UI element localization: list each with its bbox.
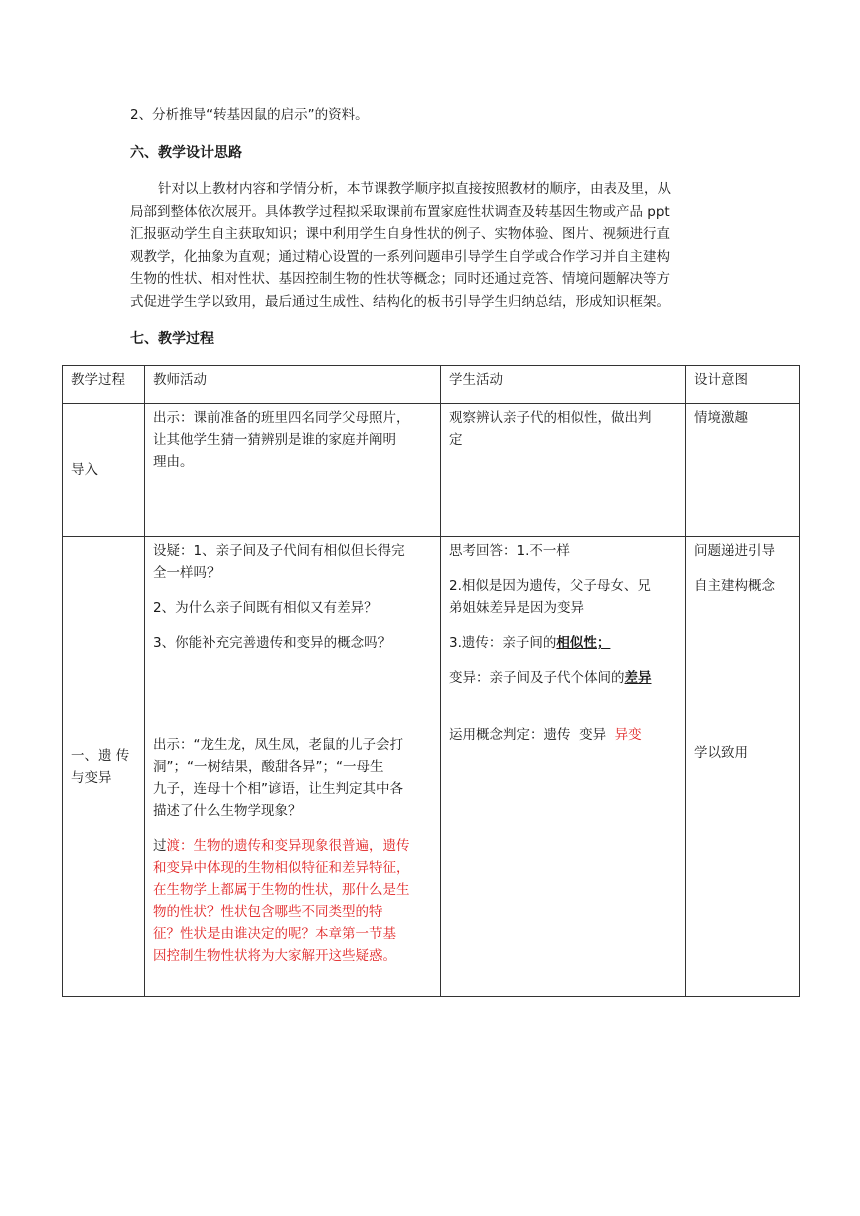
text-line: 2.相似是因为遗传，父子母女、兄 — [449, 578, 651, 594]
header-cell: 教师活动 — [145, 366, 441, 404]
stage-cell: 导入 — [63, 404, 145, 537]
student-cell — [441, 404, 686, 537]
teaching-process-table — [62, 365, 800, 997]
paragraph-line: 式促进学生学以致用，最后通过生成性、结构化的板书引导学生归纳总结，形成知识框架。 — [130, 293, 670, 310]
key-term: 相似性； — [556, 635, 611, 651]
header-cell: 设计意图 — [686, 366, 800, 404]
text-line: 弟姐妹差异是因为变异 — [449, 600, 584, 616]
header-cell: 学生活动 — [441, 366, 686, 404]
text-line: 定 — [449, 432, 463, 448]
text-line: 让其他学生猜一猜辨别是谁的家庭并阐明 — [153, 432, 396, 448]
text-line: 洞”；“一树结果，酸甜各异”；“一母生 — [153, 759, 384, 775]
text-line: 学以致用 — [694, 745, 748, 761]
text-line: 一、遗 传 — [71, 747, 130, 764]
text-fragment: 运用概念判定：遗传 变异 — [449, 727, 615, 743]
text-line: 出示：课前准备的班里四名同学父母照片， — [153, 410, 410, 426]
text-line: 和变异中体现的生物相似特征和差异特征， — [153, 860, 410, 876]
text-fragment: 3.遗传：亲子间的 — [449, 635, 557, 651]
paragraph-line: 局部到整体依次展开。具体教学过程拟采取课前布置家庭性状调查及转基因生物或产品 ppt — [130, 203, 670, 220]
text-line: 描述了什么生物学现象？ — [153, 803, 302, 819]
paragraph-line: 汇报驱动学生自主获取知识；课中利用学生自身性状的例子、实物体验、图片、视频进行直 — [130, 226, 670, 242]
transition-text — [153, 835, 432, 857]
key-term: 差异 — [624, 670, 652, 686]
answer-line — [449, 667, 677, 689]
paragraph-line: 观教学，化抽象为直观；通过精心设置的一系列问题串引导学生自学或合作学习并自主建构 — [130, 248, 670, 265]
table-header-row — [63, 366, 800, 404]
text-line: 思考回答：1.不一样 — [449, 543, 570, 559]
paragraph-line: 针对以上教材内容和学情分析，本节课教学顺序拟直接按照教材的顺序，由表及里，从 — [158, 181, 671, 197]
text-line: 自主建构概念 — [694, 578, 775, 594]
answer-line — [449, 724, 677, 746]
text-line: 与变异 — [71, 769, 112, 786]
text-line: 因控制生物性状将为大家解开这些疑惑。 — [153, 948, 396, 964]
text-line: 3、你能补充完善遗传和变异的概念吗？ — [153, 635, 392, 651]
text-line: 2、为什么亲子间既有相似又有差异？ — [153, 600, 378, 616]
teacher-cell — [145, 404, 441, 537]
section6-paragraph — [130, 178, 735, 313]
text-fragment: 变异：亲子间及子代个体间的 — [449, 670, 625, 686]
text-fragment: 异变 — [614, 727, 642, 743]
header-cell: 教学过程 — [63, 366, 145, 404]
table-row — [63, 404, 800, 537]
intent-cell — [686, 537, 800, 997]
intro-item: 2、分析推导“转基因鼠的启示”的资料。 — [130, 107, 369, 123]
text-line: 物的性状？性状包含哪些不同类型的特 — [153, 904, 383, 920]
text-line: 征？性状是由谁决定的呢？本章第一节基 — [153, 926, 396, 942]
table-row — [63, 537, 800, 997]
teacher-cell — [145, 537, 441, 997]
text-line: 九子，连母十个相”谚语，让生判定其中各 — [153, 781, 403, 797]
text-line: 理由。 — [153, 454, 194, 470]
section7-heading: 七、教学过程 — [130, 331, 214, 347]
text-line: 出示：“龙生龙，凤生凤，老鼠的儿子会打 — [153, 737, 403, 753]
text-line: 设疑：1、亲子间及子代间有相似但长得完 — [153, 543, 405, 559]
student-cell — [441, 537, 686, 997]
stage-cell — [63, 537, 145, 997]
section6-heading: 六、教学设计思路 — [130, 145, 242, 161]
answer-line — [449, 632, 677, 654]
paragraph-line: 生物的性状、相对性状、基因控制生物的性状等概念；同时还通过竞答、情境问题解决等方 — [130, 271, 670, 287]
intent-cell: 情境激趣 — [686, 404, 800, 537]
text-line: 问题递进引导 — [694, 543, 775, 559]
text-line: 在生物学上都属于生物的性状，那什么是生 — [153, 882, 410, 898]
text-fragment: 过 — [153, 838, 167, 854]
text-line: 观察辨认亲子代的相似性，做出判 — [449, 410, 652, 426]
text-line: 全一样吗？ — [153, 565, 221, 581]
text-fragment: 渡：生物的遗传和变异现象很普遍，遗传 — [166, 838, 410, 854]
